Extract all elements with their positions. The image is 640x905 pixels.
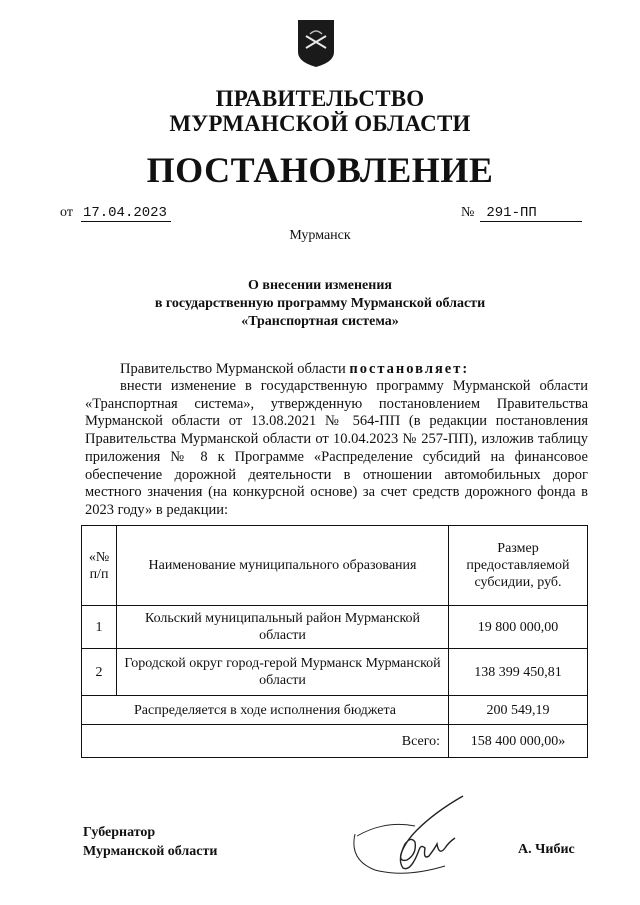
position-line1: Губернатор: [83, 825, 156, 840]
total-row: [82, 725, 588, 758]
position-line2: Мурманской области: [83, 844, 218, 859]
number-value: 291-ПП: [480, 205, 582, 222]
row-num: 1: [82, 606, 117, 649]
header-amount: Размер предоставляемой субсидии, руб.: [449, 526, 588, 606]
header-name: Наименование муниципального образования: [117, 526, 449, 606]
handwritten-signature: [345, 790, 475, 880]
row-num: 2: [82, 649, 117, 696]
row-amount: 19 800 000,00: [449, 606, 588, 649]
signatory-name: А. Чибис: [518, 842, 575, 857]
table-row: [82, 606, 588, 649]
subsidy-table: [81, 525, 588, 758]
subject-line1: О внесении изменения: [248, 278, 392, 293]
government-title-line1: ПРАВИТЕЛЬСТВО: [215, 86, 425, 111]
signatory-position: [83, 823, 217, 861]
lead-bold: постановляет:: [349, 361, 470, 377]
date-line: [60, 205, 171, 222]
government-title-line2: МУРМАНСКОЙ ОБЛАСТИ: [169, 111, 471, 136]
header-num: «№ п/п: [82, 526, 117, 606]
distributed-amount: 200 549,19: [449, 696, 588, 725]
subject-line3: «Транспортная система»: [241, 314, 399, 329]
row-name: Кольский муниципальный район Мурманской области: [117, 606, 449, 649]
table-row: [82, 649, 588, 696]
number-label: №: [461, 205, 475, 220]
decree-lead: [120, 361, 469, 378]
lead-text: Правительство Мурманской области: [120, 361, 346, 377]
coat-of-arms-icon: [296, 18, 336, 68]
distributed-row: [82, 696, 588, 725]
number-line: [461, 205, 582, 222]
date-label: от: [60, 205, 73, 220]
total-label: Всего:: [82, 725, 449, 758]
table-header-row: [82, 526, 588, 606]
city: Мурманск: [289, 228, 351, 243]
subject-line2: в государственную программу Мурманской области: [154, 296, 486, 311]
document-type: ПОСТАНОВЛЕНИЕ: [146, 150, 494, 190]
date-value: 17.04.2023: [81, 205, 171, 222]
row-amount: 138 399 450,81: [449, 649, 588, 696]
total-amount: 158 400 000,00»: [449, 725, 588, 758]
decree-paragraph: внести изменение в государственную программу Мурманской области «Транспортная система», утвержденную постановлением Правительства Мурманской области от 13.08.2021 № 564-ПП (в редакции постановления Правительства Мурманской области от 10.04.2023 № 257-ПП), изложив таблицу приложения № 8 к Программе «Распределение субсидий на финансовое обеспечение дорожной деятельности в отношении автомобильных дорог местного значения (на конкурсной основе) за счет средств дорожного фонда в 2023 году» в редакции:: [85, 378, 588, 518]
distributed-label: Распределяется в ходе исполнения бюджета: [82, 696, 449, 725]
row-name: Городской округ город-герой Мурманск Мурманской области: [117, 649, 449, 696]
